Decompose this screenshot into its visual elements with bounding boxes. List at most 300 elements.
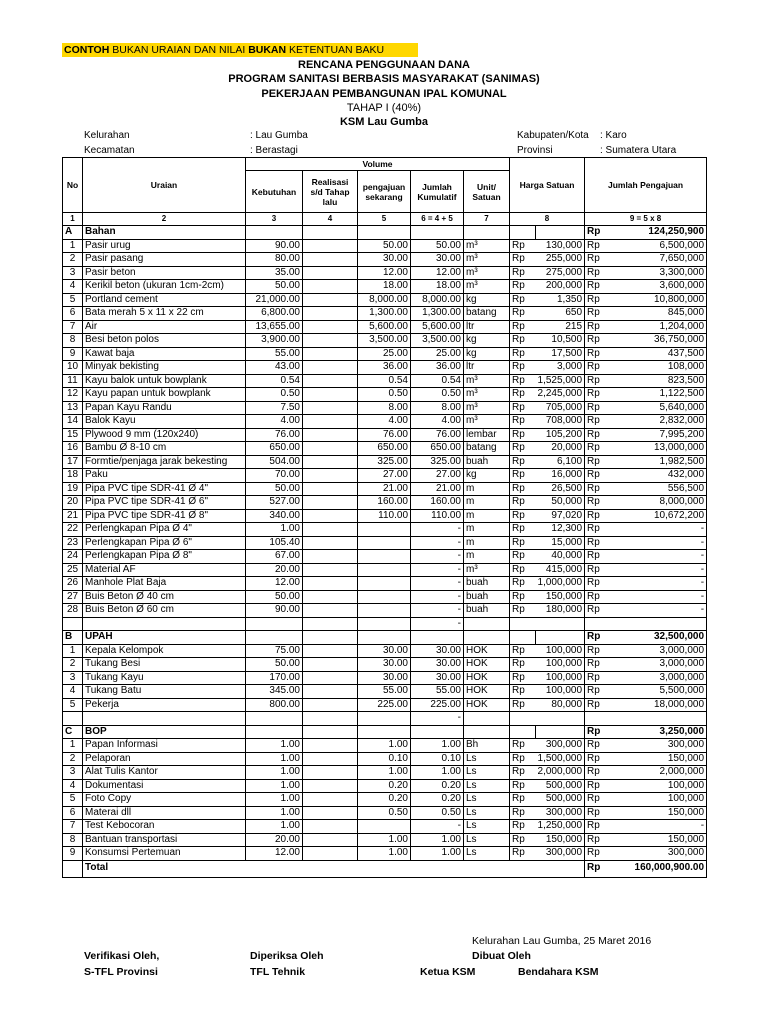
item-jumlah: 823,500 <box>611 374 707 388</box>
item-realisasi <box>303 347 358 361</box>
title-line-2: PROGRAM SANITASI BERBASIS MASYARAKAT (SANIMAS) <box>228 73 540 86</box>
item-realisasi <box>303 847 358 861</box>
item-jumlah-rp <box>585 712 611 726</box>
colnum-1: 1 <box>63 213 83 226</box>
item-kebutuhan: 4.00 <box>246 415 303 429</box>
item-pengajuan: 30.00 <box>358 253 411 267</box>
item-no: 19 <box>63 482 83 496</box>
item-harga-rp: Rp <box>510 334 536 348</box>
kecamatan-value: : Berastagi <box>250 145 298 156</box>
item-unit: Ls <box>464 752 510 766</box>
item-pengajuan <box>358 563 411 577</box>
item-jumlah-rp: Rp <box>585 752 611 766</box>
item-jumlah: - <box>611 604 707 618</box>
item-no: 8 <box>63 833 83 847</box>
item-kebutuhan: 50.00 <box>246 658 303 672</box>
item-harga: 26,500 <box>536 482 585 496</box>
item-unit: Ls <box>464 833 510 847</box>
verifikasi-label: Verifikasi Oleh, <box>84 950 160 962</box>
item-jumlah-rp: Rp <box>585 496 611 510</box>
item-kumulatif: - <box>411 563 464 577</box>
item-kumulatif: 30.00 <box>411 644 464 658</box>
item-kebutuhan: 21,000.00 <box>246 293 303 307</box>
item-harga-rp: Rp <box>510 266 536 280</box>
item-pengajuan: 0.20 <box>358 779 411 793</box>
colnum-6: 6 = 4 + 5 <box>411 213 464 226</box>
item-no: 24 <box>63 550 83 564</box>
section-rp: Rp <box>585 631 611 645</box>
item-unit: HOK <box>464 698 510 712</box>
item-jumlah: 2,832,000 <box>611 415 707 429</box>
item-harga-rp: Rp <box>510 685 536 699</box>
section-empty <box>510 725 536 739</box>
item-kumulatif: - <box>411 550 464 564</box>
item-harga: 150,000 <box>536 833 585 847</box>
item-jumlah-rp: Rp <box>585 698 611 712</box>
item-pengajuan: 76.00 <box>358 428 411 442</box>
item-uraian: Materai dll <box>83 806 246 820</box>
item-kebutuhan: 6,800.00 <box>246 307 303 321</box>
provinsi-label: Provinsi <box>517 145 553 156</box>
item-no: 15 <box>63 428 83 442</box>
item-harga-rp: Rp <box>510 482 536 496</box>
item-jumlah: 5,640,000 <box>611 401 707 415</box>
item-realisasi <box>303 604 358 618</box>
kelurahan-label: Kelurahan <box>84 130 130 141</box>
item-harga: 80,000 <box>536 698 585 712</box>
item-jumlah: 437,500 <box>611 347 707 361</box>
item-unit: m³ <box>464 374 510 388</box>
item-unit: m³ <box>464 415 510 429</box>
item-realisasi <box>303 469 358 483</box>
item-uraian: Paku <box>83 469 246 483</box>
item-jumlah: 13,000,000 <box>611 442 707 456</box>
table-row <box>63 239 707 253</box>
table-row <box>63 752 707 766</box>
table-row <box>63 563 707 577</box>
item-harga-rp <box>510 712 536 726</box>
item-uraian: Pasir urug <box>83 239 246 253</box>
section-empty <box>464 631 510 645</box>
item-harga-rp: Rp <box>510 401 536 415</box>
section-empty <box>510 226 536 240</box>
item-jumlah: - <box>611 820 707 834</box>
item-kebutuhan: 1.00 <box>246 739 303 753</box>
item-no: 9 <box>63 847 83 861</box>
item-realisasi <box>303 253 358 267</box>
colnum-5: 5 <box>358 213 411 226</box>
item-kumulatif: 110.00 <box>411 509 464 523</box>
item-pengajuan <box>358 550 411 564</box>
item-realisasi <box>303 428 358 442</box>
item-uraian: Pelaporan <box>83 752 246 766</box>
item-harga: 100,000 <box>536 685 585 699</box>
item-harga: 1,250,000 <box>536 820 585 834</box>
item-uraian: Minyak bekisting <box>83 361 246 375</box>
item-realisasi <box>303 698 358 712</box>
item-no: 7 <box>63 820 83 834</box>
item-jumlah: 150,000 <box>611 752 707 766</box>
item-uraian: Dokumentasi <box>83 779 246 793</box>
item-jumlah-rp: Rp <box>585 239 611 253</box>
item-pengajuan <box>358 590 411 604</box>
item-jumlah-rp: Rp <box>585 509 611 523</box>
item-unit: kg <box>464 334 510 348</box>
item-jumlah: 3,000,000 <box>611 644 707 658</box>
item-harga: 705,000 <box>536 401 585 415</box>
item-realisasi <box>303 644 358 658</box>
item-pengajuan: 0.10 <box>358 752 411 766</box>
item-jumlah-rp: Rp <box>585 347 611 361</box>
item-kebutuhan: 43.00 <box>246 361 303 375</box>
item-kebutuhan: 75.00 <box>246 644 303 658</box>
item-harga: 275,000 <box>536 266 585 280</box>
item-harga-rp: Rp <box>510 469 536 483</box>
title-line-4: TAHAP I (40%) <box>346 101 422 114</box>
item-pengajuan: 30.00 <box>358 644 411 658</box>
item-jumlah-rp: Rp <box>585 307 611 321</box>
item-pengajuan: 30.00 <box>358 671 411 685</box>
item-realisasi <box>303 293 358 307</box>
item-jumlah-rp: Rp <box>585 334 611 348</box>
section-row <box>63 725 707 739</box>
item-jumlah: 18,000,000 <box>611 698 707 712</box>
item-kumulatif: 30.00 <box>411 253 464 267</box>
item-unit: Bh <box>464 739 510 753</box>
table-row <box>63 820 707 834</box>
item-realisasi <box>303 806 358 820</box>
item-harga: 40,000 <box>536 550 585 564</box>
item-kumulatif: 30.00 <box>411 671 464 685</box>
item-realisasi <box>303 739 358 753</box>
item-jumlah-rp: Rp <box>585 523 611 537</box>
item-kumulatif: 225.00 <box>411 698 464 712</box>
item-jumlah: 150,000 <box>611 806 707 820</box>
item-kumulatif: 650.00 <box>411 442 464 456</box>
item-harga: 100,000 <box>536 644 585 658</box>
item-harga-rp: Rp <box>510 847 536 861</box>
header-jumlah-pengajuan: Jumlah Pengajuan <box>585 158 707 213</box>
section-empty <box>464 226 510 240</box>
item-jumlah: 3,600,000 <box>611 280 707 294</box>
item-harga-rp: Rp <box>510 577 536 591</box>
header-kebutuhan: Kebutuhan <box>246 171 303 213</box>
item-harga: 1,525,000 <box>536 374 585 388</box>
item-realisasi <box>303 307 358 321</box>
section-empty <box>303 631 358 645</box>
item-no <box>63 617 83 631</box>
item-jumlah-rp: Rp <box>585 847 611 861</box>
table-row <box>63 253 707 267</box>
item-jumlah-rp: Rp <box>585 293 611 307</box>
colnum-2: 2 <box>83 213 246 226</box>
item-harga-rp: Rp <box>510 739 536 753</box>
section-empty <box>411 631 464 645</box>
item-unit: Ls <box>464 847 510 861</box>
item-realisasi <box>303 388 358 402</box>
table-row <box>63 712 707 726</box>
section-empty <box>246 631 303 645</box>
item-kumulatif: - <box>411 617 464 631</box>
item-kebutuhan: 105.40 <box>246 536 303 550</box>
item-kumulatif: 4.00 <box>411 415 464 429</box>
item-kumulatif: 0.10 <box>411 752 464 766</box>
item-kumulatif: 1.00 <box>411 833 464 847</box>
item-no: 20 <box>63 496 83 510</box>
provinsi-value: : Sumatera Utara <box>600 145 677 156</box>
item-jumlah-rp: Rp <box>585 833 611 847</box>
table-row <box>63 509 707 523</box>
item-harga-rp: Rp <box>510 347 536 361</box>
title-line-5: KSM Lau Gumba <box>339 116 428 129</box>
item-kebutuhan: 50.00 <box>246 590 303 604</box>
item-realisasi <box>303 320 358 334</box>
item-harga: 100,000 <box>536 658 585 672</box>
item-kumulatif: - <box>411 523 464 537</box>
item-realisasi <box>303 712 358 726</box>
item-pengajuan: 36.00 <box>358 361 411 375</box>
item-pengajuan: 1.00 <box>358 833 411 847</box>
item-jumlah: 2,000,000 <box>611 766 707 780</box>
item-jumlah-rp: Rp <box>585 590 611 604</box>
item-kebutuhan: 170.00 <box>246 671 303 685</box>
item-uraian: Bambu Ø 8-10 cm <box>83 442 246 456</box>
item-uraian: Kepala Kelompok <box>83 644 246 658</box>
item-jumlah: - <box>611 563 707 577</box>
item-harga-rp: Rp <box>510 293 536 307</box>
item-harga: 708,000 <box>536 415 585 429</box>
table-row <box>63 793 707 807</box>
item-jumlah: 300,000 <box>611 847 707 861</box>
item-no: 21 <box>63 509 83 523</box>
item-uraian: Bantuan transportasi <box>83 833 246 847</box>
item-unit <box>464 617 510 631</box>
item-kebutuhan: 12.00 <box>246 847 303 861</box>
item-pengajuan <box>358 820 411 834</box>
item-unit: buah <box>464 590 510 604</box>
item-jumlah-rp: Rp <box>585 455 611 469</box>
item-kebutuhan: 50.00 <box>246 280 303 294</box>
header-unit: Unit/ Satuan <box>464 171 510 213</box>
item-pengajuan: 5,600.00 <box>358 320 411 334</box>
item-pengajuan: 160.00 <box>358 496 411 510</box>
item-pengajuan: 4.00 <box>358 415 411 429</box>
table-row <box>63 307 707 321</box>
budget-table <box>62 157 707 878</box>
item-kebutuhan: 1.00 <box>246 752 303 766</box>
item-harga: 200,000 <box>536 280 585 294</box>
item-no: 3 <box>63 671 83 685</box>
item-jumlah-rp: Rp <box>585 536 611 550</box>
item-unit: ltr <box>464 361 510 375</box>
table-row <box>63 590 707 604</box>
item-kebutuhan: 50.00 <box>246 482 303 496</box>
item-pengajuan: 1.00 <box>358 847 411 861</box>
colnum-3: 3 <box>246 213 303 226</box>
item-kumulatif: - <box>411 712 464 726</box>
item-kumulatif: 3,500.00 <box>411 334 464 348</box>
item-pengajuan: 110.00 <box>358 509 411 523</box>
item-no: 3 <box>63 266 83 280</box>
item-no: 1 <box>63 239 83 253</box>
item-pengajuan: 27.00 <box>358 469 411 483</box>
item-kebutuhan: 55.00 <box>246 347 303 361</box>
item-jumlah <box>611 617 707 631</box>
item-kebutuhan: 1.00 <box>246 766 303 780</box>
item-jumlah: - <box>611 590 707 604</box>
item-unit: lembar <box>464 428 510 442</box>
item-unit: m³ <box>464 266 510 280</box>
item-harga-rp: Rp <box>510 253 536 267</box>
item-realisasi <box>303 752 358 766</box>
item-harga: 3,000 <box>536 361 585 375</box>
item-jumlah-rp: Rp <box>585 361 611 375</box>
item-kebutuhan: 1.00 <box>246 779 303 793</box>
item-no: 5 <box>63 293 83 307</box>
banner-mid: BUKAN URAIAN DAN NILAI <box>112 44 246 56</box>
item-kumulatif: 5,600.00 <box>411 320 464 334</box>
item-realisasi <box>303 239 358 253</box>
item-no: 17 <box>63 455 83 469</box>
item-unit: m³ <box>464 401 510 415</box>
item-harga-rp: Rp <box>510 415 536 429</box>
item-jumlah <box>611 712 707 726</box>
item-harga-rp: Rp <box>510 590 536 604</box>
item-uraian: Tukang Kayu <box>83 671 246 685</box>
item-kebutuhan: 0.50 <box>246 388 303 402</box>
item-kumulatif: - <box>411 820 464 834</box>
item-no: 11 <box>63 374 83 388</box>
table-row <box>63 266 707 280</box>
item-harga: 1,350 <box>536 293 585 307</box>
item-pengajuan: 50.00 <box>358 239 411 253</box>
item-unit: Ls <box>464 793 510 807</box>
item-harga: 20,000 <box>536 442 585 456</box>
item-pengajuan: 325.00 <box>358 455 411 469</box>
item-jumlah: - <box>611 550 707 564</box>
section-code: B <box>63 631 83 645</box>
item-no: 6 <box>63 307 83 321</box>
item-no: 27 <box>63 590 83 604</box>
header-harga: Harga Satuan <box>510 158 585 213</box>
item-kebutuhan: 504.00 <box>246 455 303 469</box>
item-jumlah-rp: Rp <box>585 320 611 334</box>
section-empty <box>246 725 303 739</box>
item-realisasi <box>303 523 358 537</box>
item-unit <box>464 712 510 726</box>
item-no: 28 <box>63 604 83 618</box>
item-kumulatif: 50.00 <box>411 239 464 253</box>
item-no: 1 <box>63 644 83 658</box>
item-kumulatif: 1,300.00 <box>411 307 464 321</box>
item-uraian: Balok Kayu <box>83 415 246 429</box>
item-pengajuan: 25.00 <box>358 347 411 361</box>
item-jumlah: 3,000,000 <box>611 658 707 672</box>
item-realisasi <box>303 820 358 834</box>
item-jumlah-rp: Rp <box>585 469 611 483</box>
item-uraian: Alat Tulis Kantor <box>83 766 246 780</box>
banner-contoh: CONTOH <box>64 44 110 56</box>
diperiksa-label: Diperiksa Oleh <box>250 950 324 962</box>
item-harga-rp: Rp <box>510 563 536 577</box>
item-unit: kg <box>464 293 510 307</box>
item-realisasi <box>303 577 358 591</box>
item-harga: 15,000 <box>536 536 585 550</box>
item-jumlah: 1,204,000 <box>611 320 707 334</box>
item-unit: buah <box>464 455 510 469</box>
item-realisasi <box>303 617 358 631</box>
section-empty <box>246 226 303 240</box>
table-row <box>63 415 707 429</box>
item-uraian: Formtie/penjaga jarak bekesting <box>83 455 246 469</box>
item-kebutuhan: 0.54 <box>246 374 303 388</box>
header-uraian: Uraian <box>83 158 246 213</box>
item-harga-rp: Rp <box>510 509 536 523</box>
tfl-label: TFL Tehnik <box>250 966 306 978</box>
item-jumlah: 6,500,000 <box>611 239 707 253</box>
item-kumulatif: 12.00 <box>411 266 464 280</box>
item-kebutuhan: 35.00 <box>246 266 303 280</box>
item-no: 22 <box>63 523 83 537</box>
table-row <box>63 685 707 699</box>
item-jumlah: 108,000 <box>611 361 707 375</box>
item-harga: 50,000 <box>536 496 585 510</box>
item-jumlah-rp: Rp <box>585 374 611 388</box>
section-name: Bahan <box>83 226 246 240</box>
item-kebutuhan: 1.00 <box>246 523 303 537</box>
item-uraian: Air <box>83 320 246 334</box>
table-row <box>63 739 707 753</box>
colnum-8: 8 <box>510 213 585 226</box>
item-no: 25 <box>63 563 83 577</box>
item-pengajuan <box>358 617 411 631</box>
table-row <box>63 401 707 415</box>
section-empty <box>303 725 358 739</box>
item-pengajuan: 30.00 <box>358 658 411 672</box>
item-harga: 180,000 <box>536 604 585 618</box>
item-uraian: Pipa PVC tipe SDR-41 Ø 4" <box>83 482 246 496</box>
item-uraian: Tukang Besi <box>83 658 246 672</box>
item-no: 6 <box>63 806 83 820</box>
item-realisasi <box>303 496 358 510</box>
item-harga: 16,000 <box>536 469 585 483</box>
item-no: 8 <box>63 334 83 348</box>
item-harga-rp: Rp <box>510 806 536 820</box>
header-realisasi: Realisasi s/d Tahap lalu <box>303 171 358 213</box>
item-jumlah: 8,000,000 <box>611 496 707 510</box>
item-no: 9 <box>63 347 83 361</box>
item-jumlah: 7,650,000 <box>611 253 707 267</box>
item-no: 4 <box>63 685 83 699</box>
item-harga: 215 <box>536 320 585 334</box>
item-jumlah: 5,500,000 <box>611 685 707 699</box>
item-jumlah-rp: Rp <box>585 482 611 496</box>
table-row <box>63 847 707 861</box>
item-kebutuhan: 76.00 <box>246 428 303 442</box>
table-row <box>63 428 707 442</box>
item-harga: 415,000 <box>536 563 585 577</box>
colnum-7: 7 <box>464 213 510 226</box>
item-jumlah-rp: Rp <box>585 415 611 429</box>
item-pengajuan: 0.20 <box>358 793 411 807</box>
total-rp: Rp <box>585 860 611 877</box>
item-realisasi <box>303 401 358 415</box>
item-pengajuan <box>358 604 411 618</box>
item-harga-rp: Rp <box>510 388 536 402</box>
item-jumlah-rp: Rp <box>585 266 611 280</box>
item-pengajuan: 0.54 <box>358 374 411 388</box>
item-unit: Ls <box>464 766 510 780</box>
